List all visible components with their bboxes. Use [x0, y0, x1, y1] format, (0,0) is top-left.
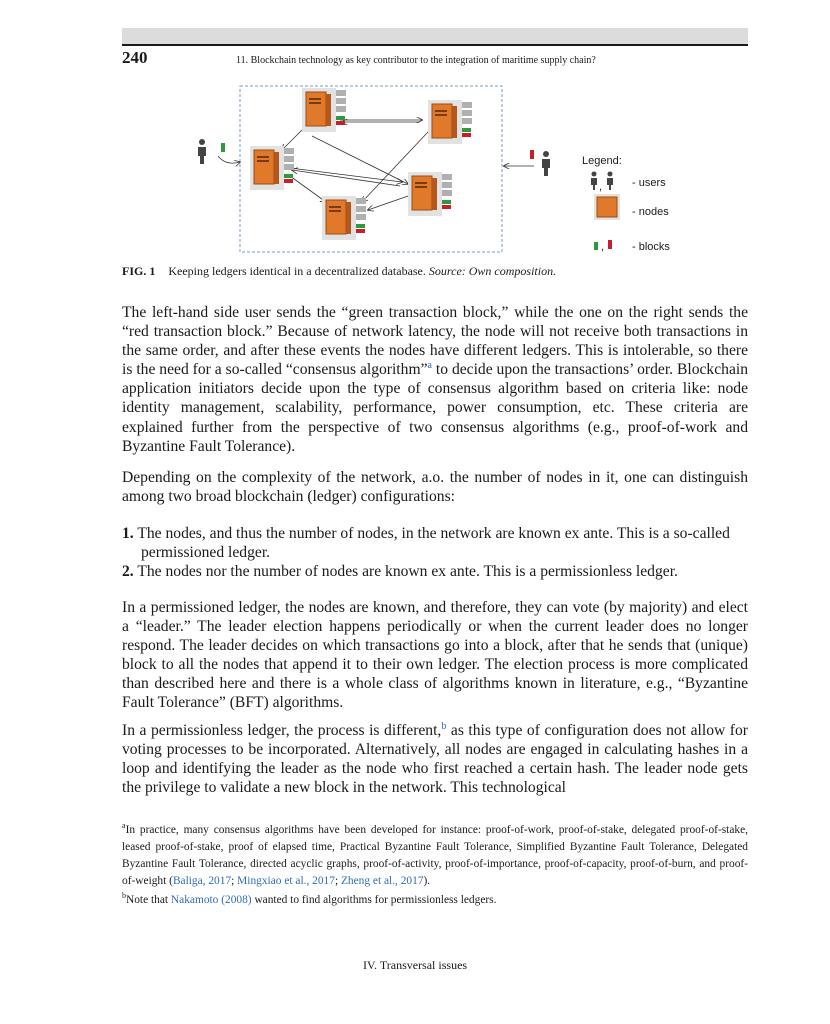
network-node: [250, 146, 294, 190]
network-node: [302, 88, 346, 132]
figure-label: FIG. 1: [122, 264, 156, 278]
figure-network-diagram: [190, 84, 690, 264]
paragraph-3: In a permissioned ledger, the nodes are known, and therefore, they can vote (by majority) and elect a “leader.” The leader election happens periodically or when the current leader does no longer respond. The leader decides on which transactions go into a block, after that he sends that (unique) block to all the nodes that append it to their own ledger. The election process is more complicated than described here and there is a whole class of algorithms known in literature, e.g., “Byzantine Fault Tolerance” (BFT) algorithms.: [122, 599, 748, 712]
running-head: 11. Blockchain technology as key contributor to the integration of maritime supply chain?: [236, 55, 596, 66]
ref-link[interactable]: Zheng et al., 2017: [340, 874, 424, 887]
footnote-b: $^b$Note that Nakamoto (2008) wanted to find algorithms for permissionless ledgers.: [122, 891, 497, 906]
network-node: [322, 196, 366, 240]
footnote-ref-b[interactable]: b: [441, 720, 447, 732]
legend-users-separator: ,: [599, 181, 603, 193]
legend-nodes-label: - nodes: [632, 206, 669, 218]
page-footer: IV. Transversal issues: [362, 958, 468, 972]
paragraph-2: Depending on the complexity of the network, a.o. the number of nodes in it, one can distinguish among two broad blockchain (ledger) configurations:: [122, 469, 748, 506]
figure-source: Source: Own composition.: [428, 264, 557, 278]
paragraph-4: In a permissionless ledger, the process is different,$^b$ as this type of configuration does not allow for voting processes to be incorporated. Alternatively, all nodes are engaged in calculating hashes in a loop and identifying the leader as the node who first reached a certain hash. The leader node gets the privilege to validate a new block in the network. This technological: [122, 720, 748, 797]
list-item-2: 2. The nodes nor the number of nodes are known ex ante. This is a permissionless ledger.: [122, 563, 678, 580]
header-rule: [122, 44, 748, 46]
legend-users-label: - users: [632, 177, 666, 189]
legend-node-icon: [594, 194, 620, 220]
user-icon-right: [542, 151, 550, 176]
legend-blocks-separator: ,: [601, 241, 605, 253]
green-block-icon: [221, 143, 225, 152]
legend-title: Legend:: [582, 155, 622, 167]
figure-caption: [122, 264, 556, 279]
page-number: 240: [122, 48, 148, 67]
ref-link[interactable]: Nakamoto (2008): [170, 894, 252, 906]
figure-caption-text: Keeping ledgers identical in a decentralized database.: [168, 264, 426, 278]
network-node: [408, 172, 452, 216]
paragraph-1: The left-hand side user sends the “green transaction block,” while the one on the right sends the “red transaction block.” Because of network latency, the node will not receive both transactions in the same order, and after these events the nodes have different ledgers. This is intolerable, so there is the need for a so-called “consensus algorithm”$^a$ to decide upon the transactions’ order. Blockchain application initiators decide upon the type of consensus algorithm based on criteria like: node identity management, scalability, performance, power consumption, etc. These criteria are explained further from the perspective of two consensus algorithms (e.g., proof-of-work and Byzantine Fault Tolerance).: [122, 304, 748, 455]
legend-blocks-label: - blocks: [632, 241, 670, 253]
ref-link[interactable]: Mingxiao et al., 2017: [237, 874, 335, 887]
curved-arrow-left: [218, 156, 240, 163]
user-icon-left: [198, 139, 206, 164]
footnote-a: $^a$In practice, many consensus algorithms have been developed for instance: proof-of-work, proof-of-stake, delegated proof-of-stake, leased proof-of-stake, proof of elapsed time, Practical Byzantine Fault Tolerance, Simplified Byzantine Fault Tolerance, Delegated Byzantine Fault Tolerance, directed acyclic graphs, proof-of-activity, proof-of-importance, proof-of-capacity, proof-of-burn, and proof-of-weight (Baliga, 2017; Mingxiao et al., 2017; Zheng et al., 2017).: [122, 821, 748, 887]
header-band: [122, 28, 748, 44]
ref-link[interactable]: Baliga, 2017: [172, 874, 232, 887]
list-item-1: 1. The nodes, and thus the number of nodes, in the network are known ex ante. This is a so-called permissioned ledger.: [122, 525, 730, 562]
network-node: [428, 100, 472, 144]
red-block-icon: [530, 150, 534, 159]
footnote-ref-a[interactable]: a: [427, 360, 432, 372]
